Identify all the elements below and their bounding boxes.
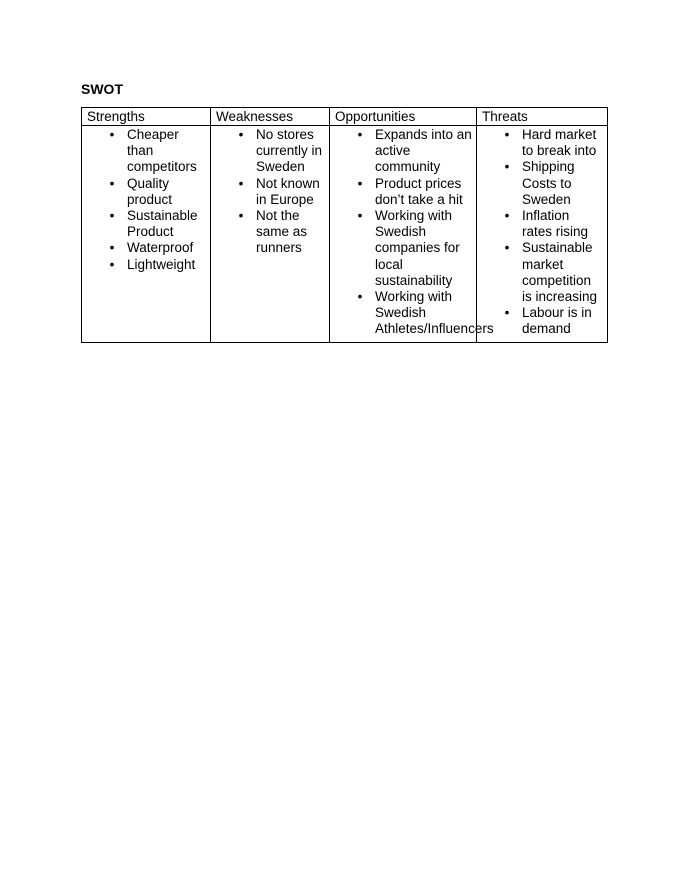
bullet-icon: • [504,240,510,256]
content-row [82,126,608,343]
list-item [482,240,607,305]
list-item [482,305,607,337]
list-item [216,176,329,208]
bullet-icon: • [504,208,510,224]
list-item-text: Hard market to break into [522,127,597,159]
list-item [87,208,210,240]
bullet-icon: • [504,159,510,175]
strengths-list [87,127,210,273]
bullet-icon: • [109,127,115,142]
list-item-text: Labour is in demand [522,305,592,337]
list-item [482,159,607,208]
list-item-text: Working with Swedish Athletes/Influencers [375,289,494,337]
list-item-text: Sustainable market competition is increasing [522,240,598,305]
list-item-text: Lightweight [127,256,196,272]
list-item-text: Waterproof [127,240,194,256]
weaknesses-list [216,127,329,257]
bullet-icon: • [357,127,363,142]
header-strengths: Strengths [82,108,211,126]
opportunities-list [335,127,494,338]
list-item [335,127,476,176]
list-item-text: Sustainable Product [127,208,198,240]
list-item [87,127,210,176]
bullet-icon: • [109,256,115,272]
list-item [87,257,210,273]
document-title: SWOT [81,81,123,97]
list-item-text: Product prices don’t take a hit [375,175,463,207]
list-item [87,240,210,256]
header-opportunities: Opportunities [330,108,477,126]
list-item-text: No stores currently in Sweden [256,127,323,175]
bullet-icon: • [504,305,510,321]
strengths-cell [82,126,211,343]
bullet-icon: • [109,175,115,191]
list-item-text: Shipping Costs to Sweden [522,159,575,207]
list-item [216,208,329,257]
bullet-icon: • [357,289,363,305]
list-item [482,127,607,159]
header-threats: Threats [477,108,608,126]
header-weaknesses: Weaknesses [211,108,330,126]
bullet-icon: • [109,208,115,224]
weaknesses-cell [211,126,330,343]
bullet-icon: • [238,175,244,191]
bullet-icon: • [504,127,510,142]
swot-table [81,107,608,343]
list-item-text: Working with Swedish companies for local sustainability [375,208,460,288]
list-item-text: Inflation rates rising [522,208,589,240]
list-item-text: Expands into an active community [375,127,472,175]
bullet-icon: • [238,208,244,224]
list-item [482,208,607,240]
threats-list [482,127,607,338]
list-item [335,208,476,289]
list-item [335,176,476,208]
bullet-icon: • [357,208,363,224]
list-item-text: Not the same as runners [256,208,308,256]
list-item-text: Quality product [127,175,173,207]
list-item [87,176,210,208]
bullet-icon: • [109,240,115,256]
list-item [335,289,494,338]
threats-cell [477,126,608,343]
list-item-text: Not known in Europe [256,175,320,207]
opportunities-cell [330,126,494,343]
bullet-icon: • [238,127,244,142]
bullet-icon: • [357,175,363,191]
list-item [216,127,329,176]
header-row [82,108,608,126]
list-item-text: Cheaper than competitors [127,127,197,175]
